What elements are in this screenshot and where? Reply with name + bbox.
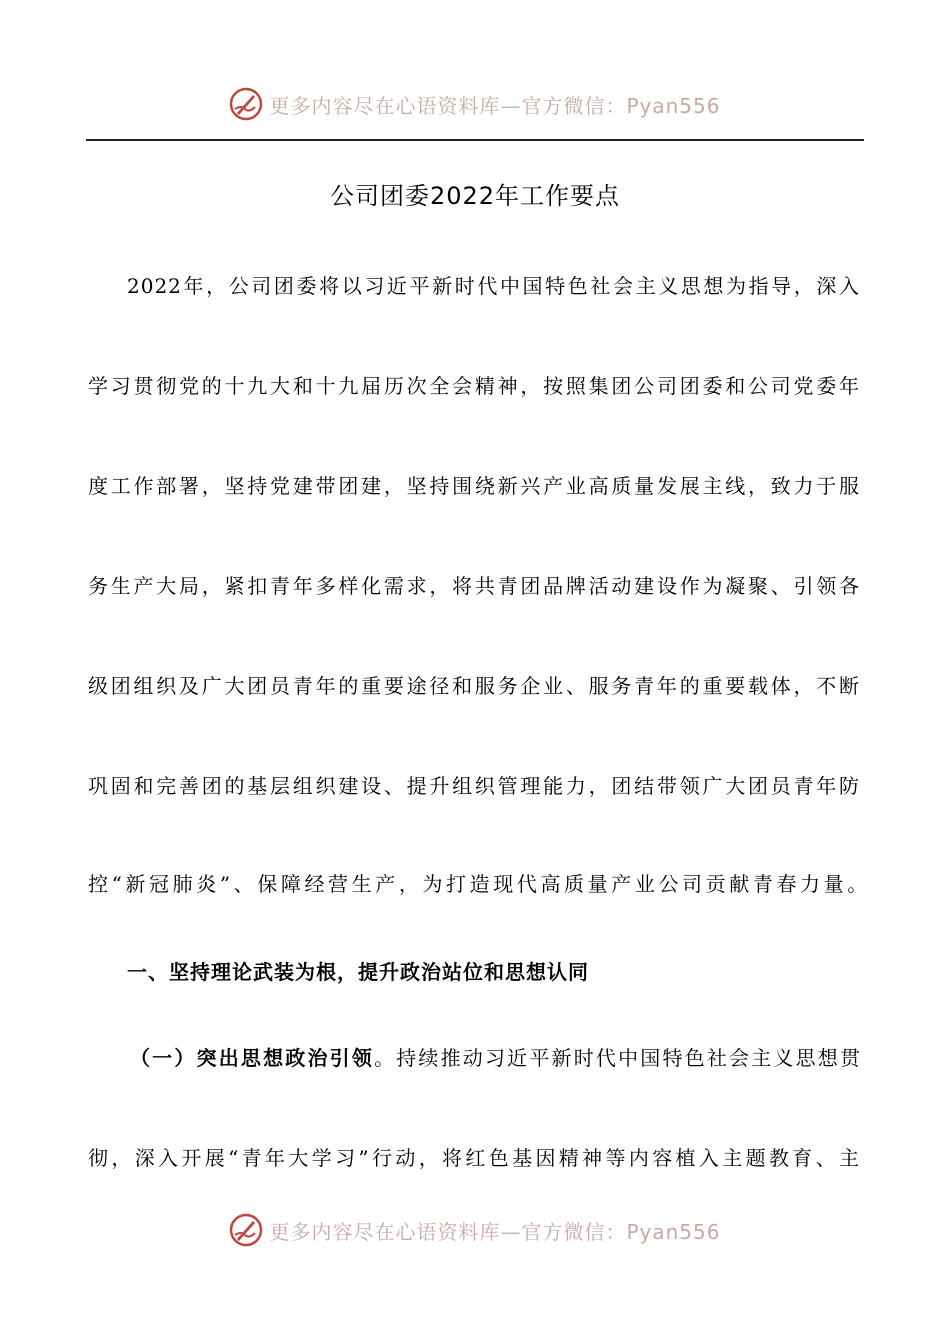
footer-watermark-banner bbox=[0, 1210, 950, 1250]
paragraph-line: 巩固和完善团的基层组织建设、提升组织管理能力，团结带领广大团员青年防 bbox=[88, 774, 860, 798]
watermark-text bbox=[269, 90, 720, 119]
header-divider bbox=[86, 139, 864, 141]
watermark-promo-text: 更多内容尽在心语资料库 bbox=[269, 93, 501, 118]
header-watermark-banner bbox=[0, 84, 950, 124]
watermark-contact-text: 官方微信：Pyan556 bbox=[521, 93, 721, 118]
watermark-separator: — bbox=[500, 93, 522, 118]
watermark-promo-text: 更多内容尽在心语资料库 bbox=[269, 1219, 501, 1244]
paragraph-line: 务生产大局，紧扣青年多样化需求，将共青团品牌活动建设作为凝聚、引领各 bbox=[88, 574, 860, 598]
subsection-label: （一）突出思想政治引领 bbox=[130, 1046, 375, 1070]
quill-logo-icon bbox=[229, 1213, 263, 1247]
paragraph-line: 级团组织及广大团员青年的重要途径和服务企业、服务青年的重要载体，不断 bbox=[88, 674, 860, 698]
subsection-line bbox=[130, 1038, 860, 1078]
paragraph-line: 控“新冠肺炎”、保障经营生产，为打造现代高质量产业公司贡献青春力量。 bbox=[88, 872, 871, 896]
document-title: 公司团委2022年工作要点 bbox=[329, 182, 621, 210]
paragraph-line: 彻，深入开展“青年大学习”行动，将红色基因精神等内容植入主题教育、主 bbox=[88, 1146, 860, 1170]
paragraph-line: 学习贯彻党的十九大和十九届历次全会精神，按照集团公司团委和公司党委年 bbox=[88, 374, 860, 398]
subsection-text: 。持续推动习近平新时代中国特色社会主义思想贯 bbox=[374, 1046, 860, 1070]
section-heading: 一、坚持理论武装为根，提升政治站位和思想认同 bbox=[127, 960, 589, 984]
watermark-text bbox=[269, 1216, 720, 1245]
watermark-separator: — bbox=[500, 1219, 522, 1244]
paragraph-line: 度工作部署，坚持党建带团建，坚持围绕新兴产业高质量发展主线，致力于服 bbox=[88, 474, 860, 498]
watermark-contact-text: 官方微信：Pyan556 bbox=[521, 1219, 721, 1244]
quill-logo-icon bbox=[229, 87, 263, 121]
paragraph-line: 2022年，公司团委将以习近平新时代中国特色社会主义思想为指导，深入 bbox=[127, 274, 860, 298]
